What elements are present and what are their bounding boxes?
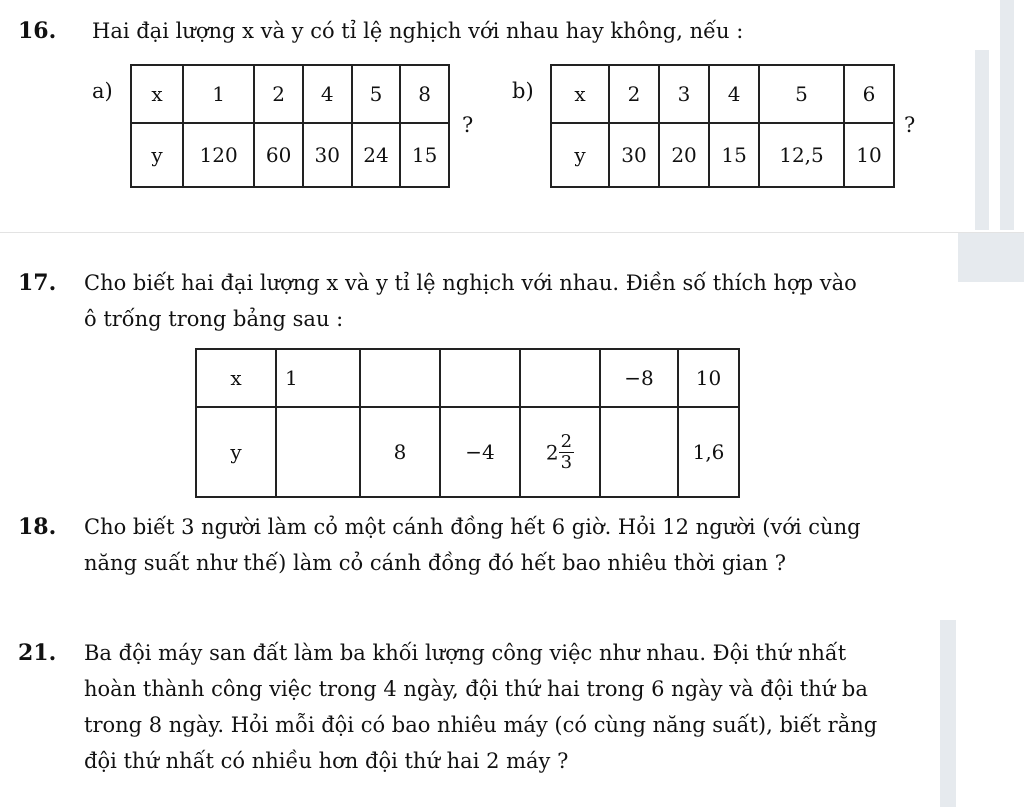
problem-16b-question-mark: ?	[904, 113, 916, 137]
table-cell: y	[196, 407, 276, 497]
problem-17-line-2: ô trống trong bảng sau :	[84, 307, 344, 331]
table-cell	[600, 407, 678, 497]
table-cell: 8	[360, 407, 440, 497]
table-cell: 4	[709, 65, 759, 123]
problem-21-line-3: trong 8 ngày. Hỏi mỗi đội có bao nhiêu máy (có cùng năng suất), biết rằng	[84, 713, 878, 737]
table-cell: 10	[844, 123, 894, 187]
mixed-fraction-whole: 2	[545, 440, 559, 464]
problem-16b-table	[550, 64, 895, 188]
problem-21-line-4: đội thứ nhất có nhiều hơn đội thứ hai 2 máy ?	[84, 749, 569, 773]
problem-18-number: 18.	[18, 514, 57, 540]
problem-17-line-1: Cho biết hai đại lượng x và y tỉ lệ nghịch với nhau. Điền số thích hợp vào	[84, 271, 857, 295]
table-cell: y	[131, 123, 183, 187]
table-cell: 15	[709, 123, 759, 187]
table-cell: 1,6	[678, 407, 739, 497]
table-cell: 6	[844, 65, 894, 123]
problem-17-number: 17.	[18, 270, 57, 296]
table-cell	[360, 349, 440, 407]
table-cell: 5	[352, 65, 401, 123]
table-cell: 15	[400, 123, 449, 187]
problem-16-text: Hai đại lượng x và y có tỉ lệ nghịch với nhau hay không, nếu :	[92, 19, 744, 43]
table-cell: 5	[759, 65, 844, 123]
table-cell: 24	[352, 123, 401, 187]
problem-16a-question-mark: ?	[462, 113, 474, 137]
fraction-numerator: 2	[560, 430, 573, 452]
table-cell: 10	[678, 349, 739, 407]
fraction	[559, 432, 574, 473]
table-cell: 60	[254, 123, 303, 187]
table-cell: −8	[600, 349, 678, 407]
table-cell	[520, 349, 600, 407]
table-cell: 1	[183, 65, 254, 123]
table-cell: x	[196, 349, 276, 407]
table-cell: 30	[303, 123, 352, 187]
table-cell: 8	[400, 65, 449, 123]
problem-18-line-1: Cho biết 3 người làm cỏ một cánh đồng hết 6 giờ. Hỏi 12 người (với cùng	[84, 515, 861, 539]
table-cell: x	[551, 65, 609, 123]
right-margin-shade	[1000, 0, 1014, 230]
table-cell	[440, 349, 520, 407]
table-cell: 2	[609, 65, 659, 123]
table-cell: −4	[440, 407, 520, 497]
problem-18-line-2: năng suất như thế) làm cỏ cánh đồng đó hết bao nhiêu thời gian ?	[84, 551, 786, 575]
divider	[0, 232, 1024, 233]
table-cell	[276, 407, 360, 497]
problem-16a-label: a)	[92, 79, 113, 103]
problem-21-line-2: hoàn thành công việc trong 4 ngày, đội thứ hai trong 6 ngày và đội thứ ba	[84, 677, 868, 701]
table-cell: y	[551, 123, 609, 187]
table-cell: 1	[276, 349, 360, 407]
problem-21-line-1: Ba đội máy san đất làm ba khối lượng công việc như nhau. Đội thứ nhất	[84, 641, 847, 665]
table-cell: 120	[183, 123, 254, 187]
right-margin-shade	[958, 232, 1024, 282]
table-cell: 3	[659, 65, 709, 123]
table-cell: 4	[303, 65, 352, 123]
problem-16-number: 16.	[18, 18, 57, 44]
right-margin-shade	[940, 620, 956, 807]
mixed-fraction-cell	[520, 407, 600, 497]
problem-17-table	[195, 348, 740, 498]
table-cell: 20	[659, 123, 709, 187]
problem-16a-table	[130, 64, 450, 188]
table-cell: x	[131, 65, 183, 123]
table-cell: 2	[254, 65, 303, 123]
right-margin-shade	[975, 50, 989, 230]
problem-21-number: 21.	[18, 640, 57, 666]
fraction-denominator: 3	[560, 451, 573, 473]
table-cell: 30	[609, 123, 659, 187]
problem-16b-label: b)	[512, 79, 534, 103]
table-cell: 12,5	[759, 123, 844, 187]
